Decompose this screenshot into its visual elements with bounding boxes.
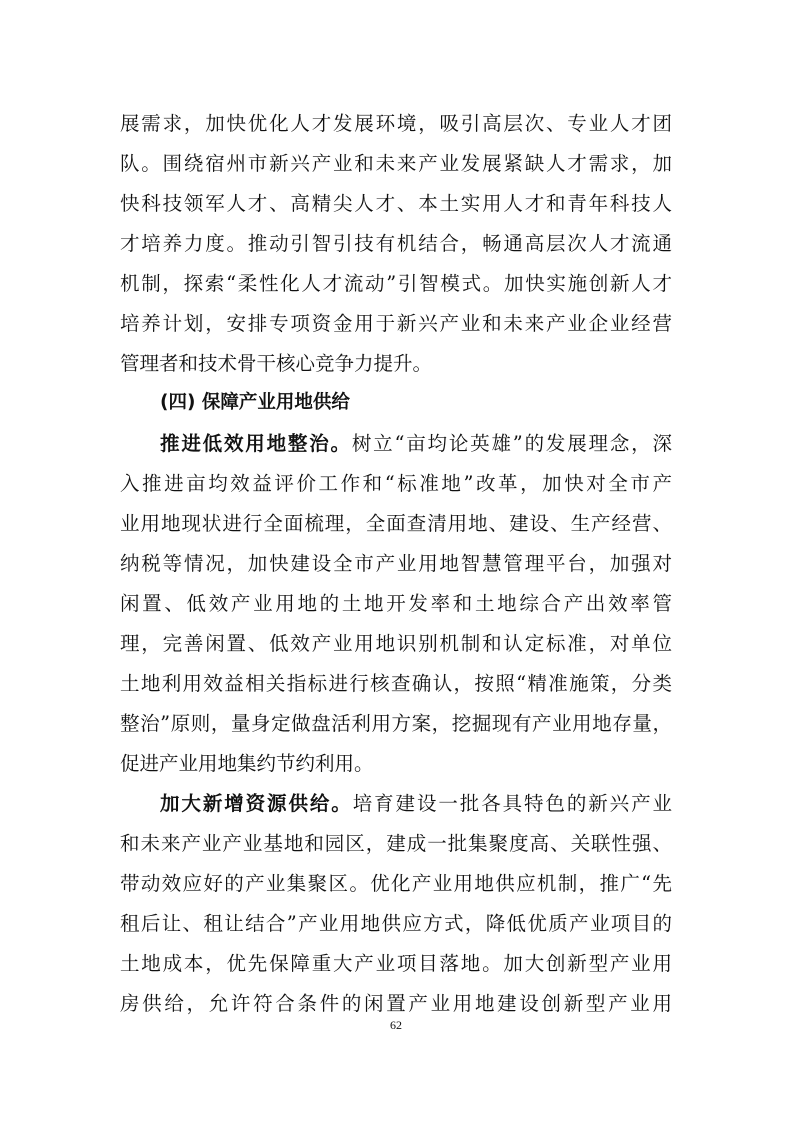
paragraph-line: 纳税等情况，加快建设全市产业用地智慧管理平台，加强对 xyxy=(120,552,672,575)
paragraph-line: 管理者和技术骨干核心竞争力提升。 xyxy=(120,352,433,375)
paragraph-line: 促进产业用地集约节约利用。 xyxy=(120,752,374,775)
paragraph-line: 入推进亩均效益评价工作和“标准地”改革，加快对全市产 xyxy=(120,472,672,495)
paragraph-first-line xyxy=(160,424,672,464)
paragraph-lead: 推进低效用地整治。 xyxy=(160,432,352,455)
paragraph-line: 队。围绕宿州市新兴产业和未来产业发展紧缺人才需求，加 xyxy=(120,152,672,175)
paragraph-line: 培养计划，安排专项资金用于新兴产业和未来产业企业经营 xyxy=(120,312,672,335)
paragraph-text: 树立“亩均论英雄”的发展理念，深 xyxy=(351,432,672,455)
paragraph-line: 展需求，加快优化人才发展环境，吸引高层次、专业人才团 xyxy=(120,112,672,135)
paragraph-line: 理，完善闲置、低效产业用地识别机制和认定标准，对单位 xyxy=(120,632,672,655)
paragraph-line: 整治”原则，量身定做盘活利用方案，挖掘现有产业用地存量， xyxy=(120,712,672,735)
paragraph-line: 才培养力度。推动引智引技有机结合，畅通高层次人才流通 xyxy=(120,232,672,255)
paragraph-line: 业用地现状进行全面梳理，全面查清用地、建设、生产经营、 xyxy=(120,512,672,535)
paragraph-line: 闲置、低效产业用地的土地开发率和土地综合产出效率管 xyxy=(120,592,672,615)
paragraph-text: 培育建设一批各具特色的新兴产业 xyxy=(352,792,672,815)
paragraph-first-line xyxy=(160,784,672,824)
paragraph-line: 快科技领军人才、高精尖人才、本土实用人才和青年科技人 xyxy=(120,192,672,215)
section-heading: (四) 保障产业用地供给 xyxy=(160,392,350,413)
paragraph-line: 房供给，允许符合条件的闲置产业用地建设创新型产业用 xyxy=(120,992,672,1015)
paragraph-lead: 加大新增资源供给。 xyxy=(160,792,353,815)
paragraph-line: 机制，探索“柔性化人才流动”引智模式。加快实施创新人才 xyxy=(120,272,672,295)
paragraph-line: 带动效应好的产业集聚区。优化产业用地供应机制，推广“先 xyxy=(120,872,672,895)
paragraph-line: 土地成本，优先保障重大产业项目落地。加大创新型产业用 xyxy=(120,952,672,975)
paragraph-line: 和未来产业产业基地和园区，建成一批集聚度高、关联性强、 xyxy=(120,832,672,855)
page-number: 62 xyxy=(390,1018,402,1032)
paragraph-line: 租后让、租让结合”产业用地供应方式，降低优质产业项目的 xyxy=(120,912,672,935)
paragraph-line: 土地利用效益相关指标进行核查确认，按照“精准施策，分类 xyxy=(120,672,672,695)
